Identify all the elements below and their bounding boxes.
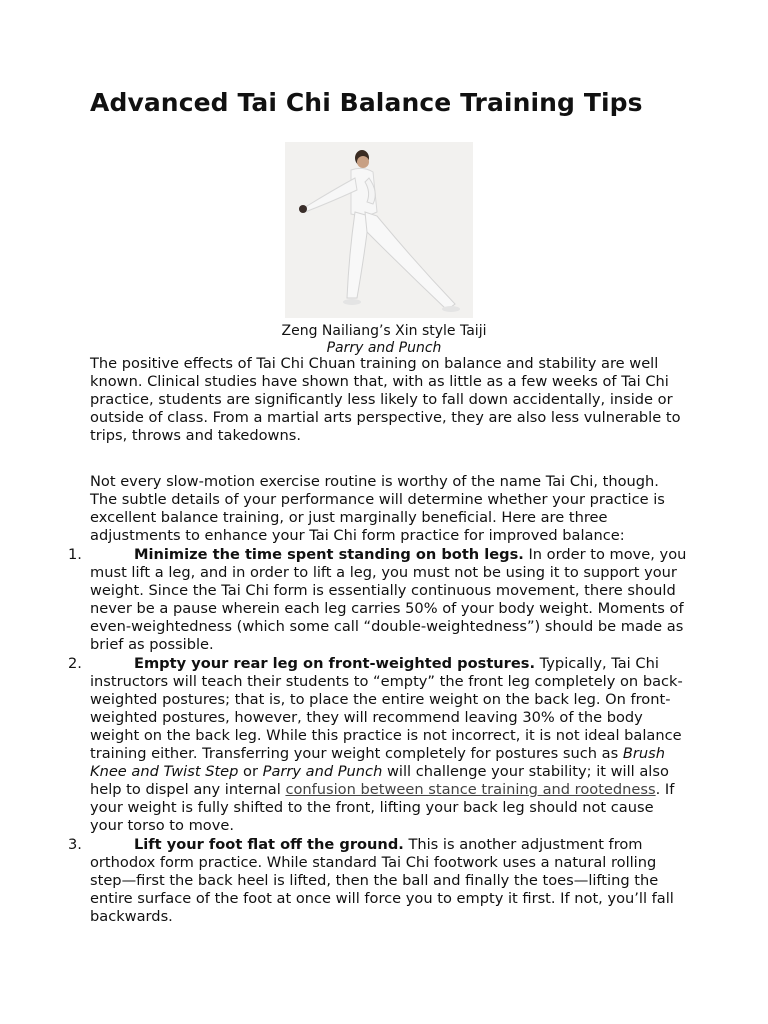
tip-text: Typically, Tai Chi instructors will teach their students to “empty” the front leg completely on back-weighted postures; that is, to place the entire weight on the back leg. On front-weighted postures, however, they will recommend leaving 30% of the body weight on the back leg. While this practice is not incorrect, it is not ideal balance training either. Transferring your weight completely for postures such as: [90, 654, 683, 763]
tip-text: will challenge your stability; it will also help to dispel any internal: [90, 763, 669, 799]
tip-text: or: [238, 763, 263, 781]
posture-name: Brush Knee and Twist Step: [90, 745, 665, 781]
list-item: [68, 546, 690, 655]
figure-caption: Zeng Nailiang’s Xin style Taiji: [281, 323, 487, 339]
list-number: 1.: [68, 546, 82, 563]
list-number: 3.: [68, 835, 82, 853]
tip-text: This is another adjustment from orthodox form practice. While standard Tai Chi footwork uses a natural rolling step—first the back heel is lifted, then the ball and finally the toes—lifting the entire surface of the foot at once will force you to empty it first. If not, you’ll fall backwards.: [90, 835, 674, 925]
list-item: [68, 654, 690, 836]
tai-chi-photo: [285, 142, 473, 318]
page-title: Advanced Tai Chi Balance Training Tips: [90, 88, 643, 117]
tip-text: In order to move, you must lift a leg, and in order to lift a leg, you must not be using it to support your weight. Since the Tai Chi form is essentially continuous movement, there should never be a pause wherein each leg carries 50% of your body weight. Moments of even-weightedness (which some call “double-weightedness”) should be made as brief as possible.: [90, 546, 687, 654]
stance-training-link[interactable]: confusion between stance training and rootedness: [285, 781, 656, 799]
figure-caption-subtitle: Parry and Punch: [326, 340, 442, 356]
tips-list: [68, 546, 690, 926]
posture-name: Parry and Punch: [262, 763, 383, 781]
intro-paragraph: The positive effects of Tai Chi Chuan training on balance and stability are well known. Clinical studies have shown that, with as little as a few weeks of Tai Chi practice, students are significantly less likely to fall down accidentally, inside or outside of class. From a martial arts perspective, they are also less vulnerable to trips, throws and takedowns.: [90, 355, 681, 445]
tip-heading: Minimize the time spent standing on both legs.: [134, 546, 524, 563]
tip-text: . If your weight is fully shifted to the front, lifting your back leg should not cause your torso to move.: [90, 781, 675, 835]
tip-heading: Lift your foot flat off the ground.: [134, 835, 404, 853]
list-number: 2.: [68, 654, 82, 672]
tip-heading: Empty your rear leg on front-weighted postures.: [134, 654, 536, 672]
list-item: [68, 835, 690, 926]
second-paragraph: Not every slow-motion exercise routine is worthy of the name Tai Chi, though. The subtle details of your performance will determine whether your practice is excellent balance training, or just marginally beneficial. Here are three adjustments to enhance your Tai Chi form practice for improved balance:: [90, 473, 665, 545]
